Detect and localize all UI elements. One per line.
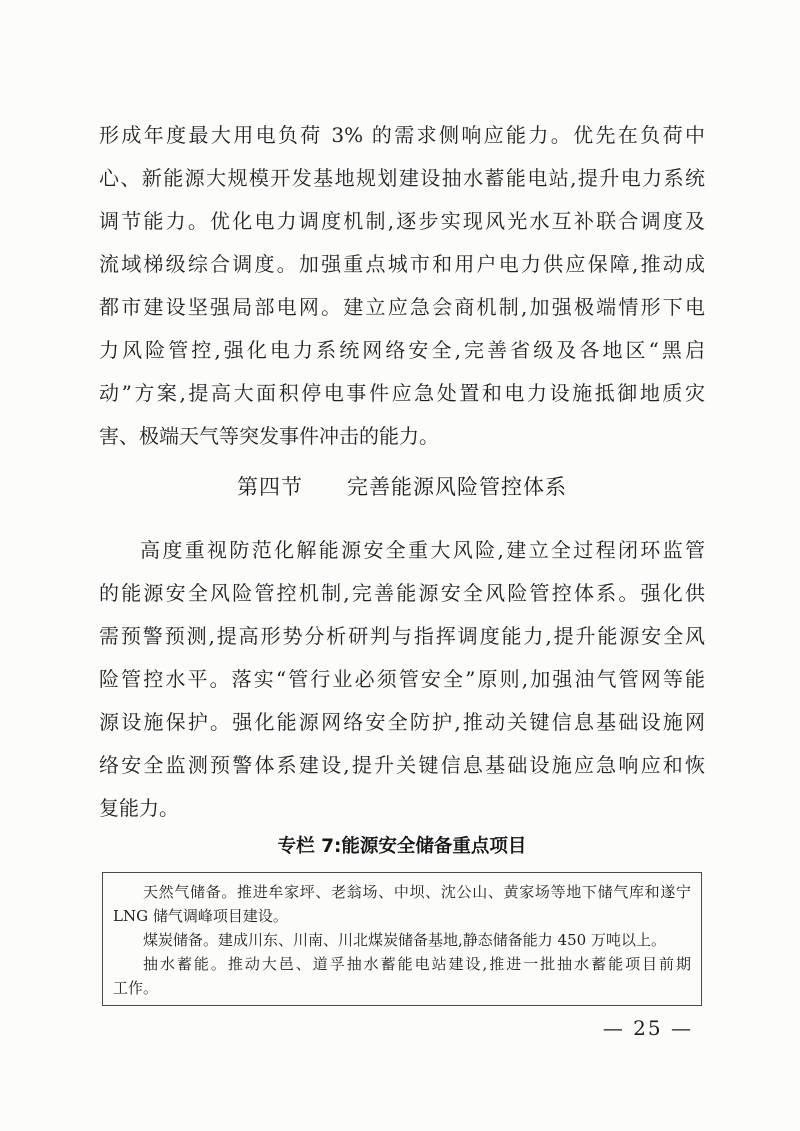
text-line: 流域梯级综合调度。加强重点城市和用户电力供应保障,推动成 — [99, 252, 705, 276]
text-line: 需预警预测,提高形势分析研判与指挥调度能力,提升能源安全风 — [99, 624, 705, 648]
text-line: 源设施保护。强化能源网络安全防护,推动关键信息基础设施网 — [99, 710, 705, 734]
box-text-line: 煤炭储备。建成川东、川南、川北煤炭储备基地,静态储备能力 450 万吨以上。 — [143, 931, 666, 949]
text-line: 害、极端天气等突发事件冲击的能力。 — [99, 424, 439, 448]
paragraph-demand-response — [99, 114, 705, 458]
box-text-line: 抽水蓄能。推动大邑、道孚抽水蓄能电站建设,推进一批抽水蓄能项目前期 — [143, 955, 691, 973]
box-text-line: LNG 储气调峰项目建设。 — [113, 907, 288, 925]
page-number: — 25 — — [602, 1016, 693, 1040]
text-line: 都市建设坚强局部电网。建立应急会商机制,加强极端情形下电 — [99, 295, 705, 319]
paragraph-risk-management — [99, 529, 705, 830]
text-line: 的能源安全风险管控机制,完善能源安全风险管控体系。强化供 — [99, 581, 705, 605]
box-text-line: 工作。 — [113, 979, 159, 997]
text-line: 险管控水平。落实“管行业必须管安全”原则,加强油气管网等能 — [99, 667, 705, 691]
feature-box-title: 专栏 7:能源安全储备重点项目 — [277, 836, 527, 857]
page-content — [99, 0, 705, 1043]
section-heading: 第四节 完善能源风险管控体系 — [237, 475, 567, 499]
box-text-line: 天然气储备。推进牟家坪、老翁场、中坝、沈公山、黄家场等地下储气库和遂宁 — [143, 883, 691, 901]
text-line: 络安全监测预警体系建设,提升关键信息基础设施应急响应和恢 — [99, 753, 705, 777]
text-line: 高度重视防范化解能源安全重大风险,建立全过程闭环监管 — [140, 538, 705, 562]
text-line: 动”方案,提高大面积停电事件应急处置和电力设施抵御地质灾 — [99, 381, 705, 405]
text-line: 心、新能源大规模开发基地规划建设抽水蓄能电站,提升电力系统 — [99, 166, 705, 190]
text-line: 调节能力。优化电力调度机制,逐步实现风光水互补联合调度及 — [99, 209, 705, 233]
key-projects-box — [102, 872, 702, 1006]
text-line: 力风险管控,强化电力系统网络安全,完善省级及各地区“黑启 — [99, 338, 705, 362]
text-line: 复能力。 — [99, 796, 179, 820]
text-line: 形成年度最大用电负荷 3% 的需求侧响应能力。优先在负荷中 — [99, 123, 705, 147]
